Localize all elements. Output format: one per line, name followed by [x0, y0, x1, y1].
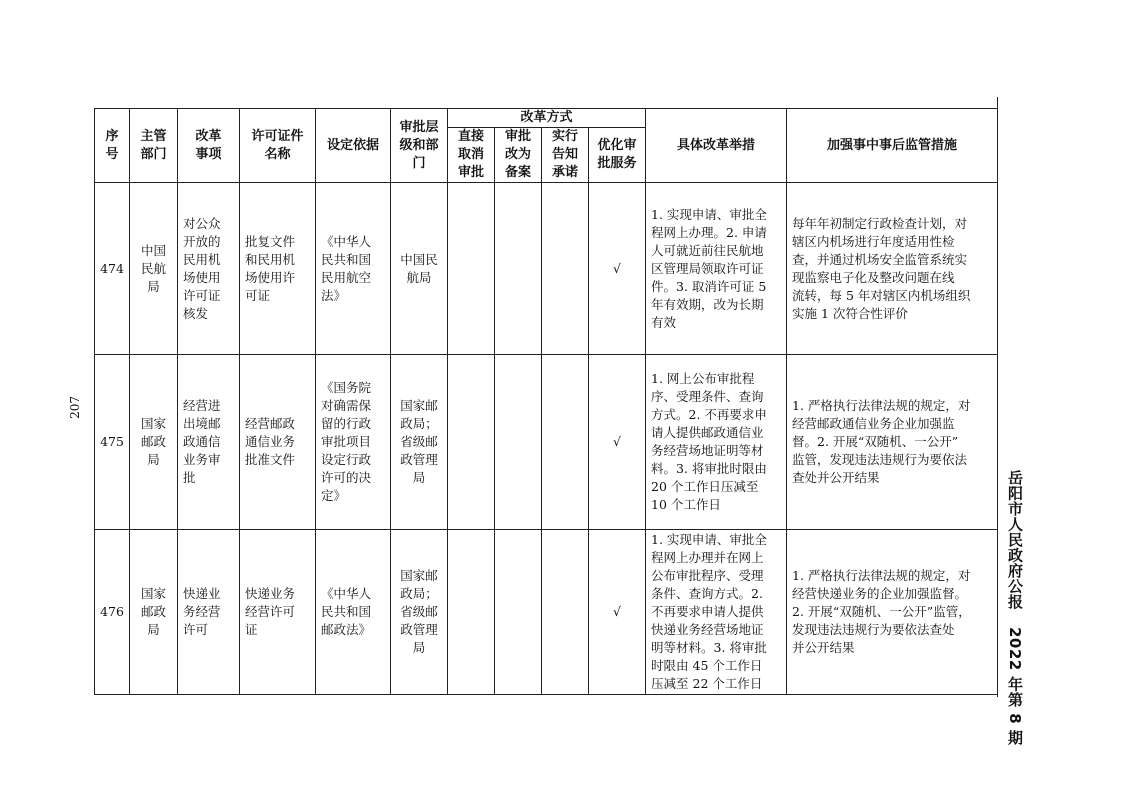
page-number: 207: [68, 396, 82, 419]
cell-seq: 476: [95, 530, 130, 695]
header-item: 改革 事项: [178, 109, 240, 183]
cell-basis: 《中华人 民共和国 邮政法》: [316, 530, 391, 695]
journal-issue: 2022 年第 8 期: [1006, 627, 1024, 746]
header-license: 许可证件 名称: [240, 109, 316, 183]
header-supervision: 加强事中事后监管措施: [787, 109, 998, 183]
check-mark-icon: √: [613, 434, 621, 449]
cell-dept: 国家 邮政 局: [130, 530, 178, 695]
header-cancel: 直接 取消 审批: [448, 128, 495, 183]
cell-license: 经营邮政 通信业务 批准文件: [240, 355, 316, 530]
cell-basis: 《中华人 民共和国 民用航空 法》: [316, 183, 391, 355]
cell-seq: 475: [95, 355, 130, 530]
header-measures: 具体改革举措: [646, 109, 787, 183]
cell-item: 经营进 出境邮 政通信 业务审 批: [178, 355, 240, 530]
cell-measures: 1. 实现申请、审批全 程网上办理并在网上 公布审批程序、受理 条件、查询方式。2. 不再要求申请人提供 快递业务经营场地证 明等材料。3. 将审批 时限由 45 个工作日 压减至 22 个工作日: [646, 530, 787, 695]
cell-notify: [542, 530, 589, 695]
header-seq: 序 号: [95, 109, 130, 183]
table-row: [95, 183, 998, 355]
header-basis: 设定依据: [316, 109, 391, 183]
header-reform-group: 改革方式: [448, 109, 646, 128]
cell-optimize: [589, 355, 646, 530]
header-level: 审批层 级和部 门: [391, 109, 448, 183]
cell-license: 快递业务 经营许可 证: [240, 530, 316, 695]
header-dept: 主管 部门: [130, 109, 178, 183]
check-mark-icon: √: [613, 604, 621, 619]
table-row: [95, 530, 998, 695]
cell-notify: [542, 183, 589, 355]
cell-optimize: [589, 183, 646, 355]
page-divider-rule: [997, 97, 998, 697]
cell-supervision: 1. 严格执行法律法规的规定，对 经营快递业务的企业加强监督。 2. 开展“双随机、一公开”监管， 发现违法违规行为要依法查处 并公开结果: [787, 530, 998, 695]
cell-level: 国家邮 政局； 省级邮 政管理 局: [391, 355, 448, 530]
cell-supervision: 1. 严格执行法律法规的规定，对 经营邮政通信业务企业加强监 督。2. 开展“双随机、一公开” 监管，发现违法违规行为要依法 查处并公开结果: [787, 355, 998, 530]
reform-table: [94, 108, 998, 695]
cell-dept: 国家 邮政 局: [130, 355, 178, 530]
cell-measures: 1. 网上公布审批程 序、受理条件、查询 方式。2. 不再要求申 请人提供邮政通信业 务经营场地证明等材 料。3. 将审批时限由 20 个工作日压减至 10 个工作日: [646, 355, 787, 530]
cell-basis: 《国务院 对确需保 留的行政 审批项目 设定行政 许可的决 定》: [316, 355, 391, 530]
cell-record: [495, 183, 542, 355]
header-record: 审批 改为 备案: [495, 128, 542, 183]
cell-supervision: 每年年初制定行政检查计划，对 辖区内机场进行年度适用性检 查，并通过机场安全监管系统实 现监察电子化及整改问题在线 流转，每 5 年对辖区内机场组织 实施 1 次符合性评价: [787, 183, 998, 355]
cell-item: 快递业 务经营 许可: [178, 530, 240, 695]
journal-title: 岳阳市人民政府公报: [1006, 470, 1024, 610]
header-optimize: 优化审 批服务: [589, 128, 646, 183]
cell-measures: 1. 实现申请、审批全 程网上办理。2. 申请 人可就近前往民航地 区管理局领取许可证 件。3. 取消许可证 5 年有效期，改为长期 有效: [646, 183, 787, 355]
cell-dept: 中国 民航 局: [130, 183, 178, 355]
cell-item: 对公众 开放的 民用机 场使用 许可证 核发: [178, 183, 240, 355]
cell-level: 国家邮 政局； 省级邮 政管理 局: [391, 530, 448, 695]
cell-seq: 474: [95, 183, 130, 355]
cell-record: [495, 355, 542, 530]
cell-level: 中国民 航局: [391, 183, 448, 355]
check-mark-icon: √: [613, 260, 621, 276]
cell-record: [495, 530, 542, 695]
journal-header: [1004, 470, 1026, 746]
header-notify: 实行 告知 承诺: [542, 128, 589, 183]
cell-cancel: [448, 183, 495, 355]
cell-optimize: [589, 530, 646, 695]
table-row: [95, 355, 998, 530]
cell-notify: [542, 355, 589, 530]
cell-license: 批复文件 和民用机 场使用许 可证: [240, 183, 316, 355]
cell-cancel: [448, 355, 495, 530]
cell-cancel: [448, 530, 495, 695]
